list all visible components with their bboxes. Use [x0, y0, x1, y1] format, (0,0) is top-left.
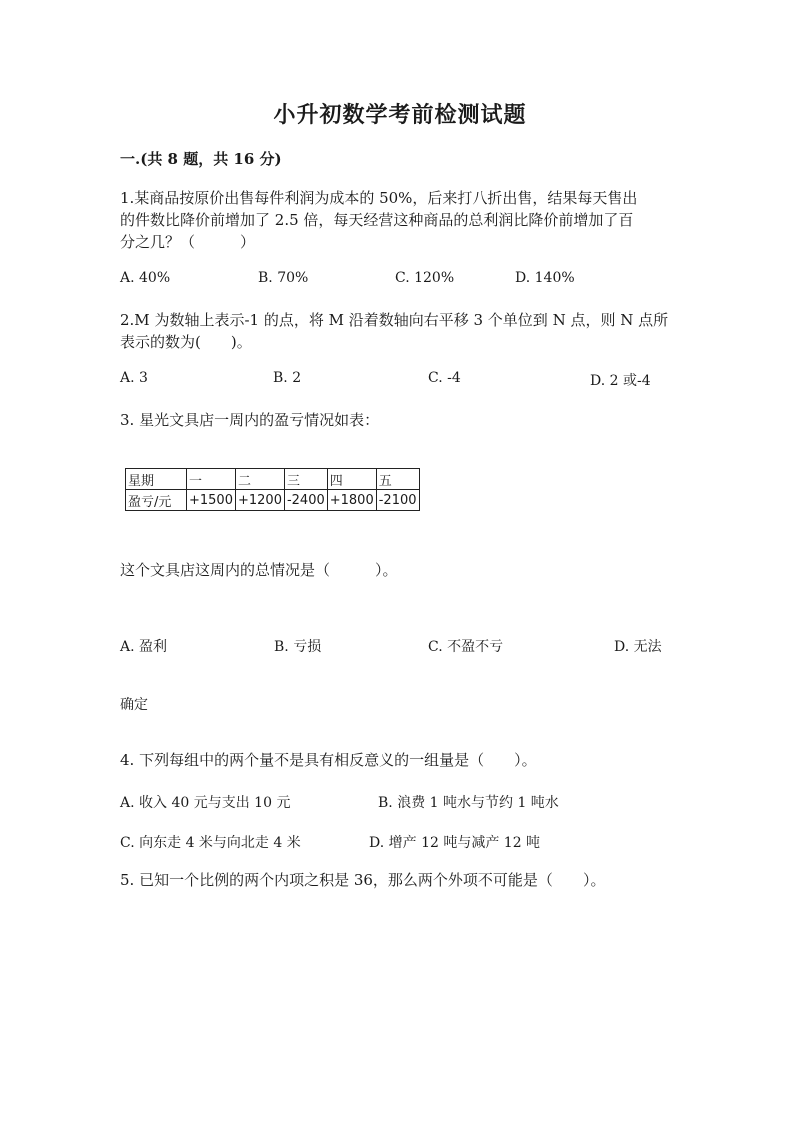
table-cell: 星期: [126, 469, 187, 490]
table-cell: 一: [187, 469, 236, 490]
question-3-option-d-continued: 确定: [120, 697, 148, 713]
question-1-line-3: 分之几？（ ）: [120, 233, 256, 251]
question-1-line-1: 1.某商品按原价出售每件利润为成本的 50%，后来打八折出售，结果每天售出: [120, 189, 638, 207]
table-cell: 五: [376, 469, 419, 490]
question-1-option-b: B. 70%: [258, 270, 309, 286]
question-3-question: 这个文具店这周内的总情况是（ ）。: [120, 561, 398, 579]
question-4-option-d: D. 增产 12 吨与减产 12 吨: [369, 835, 541, 851]
table-cell: +1500: [187, 490, 236, 511]
table-cell: -2100: [376, 490, 419, 511]
question-2-line-2: 表示的数为( )。: [120, 333, 252, 351]
page-title: 小升初数学考前检测试题: [273, 102, 527, 128]
question-3-text: 3. 星光文具店一周内的盈亏情况如表：: [120, 411, 380, 429]
table-row: [126, 490, 420, 511]
question-3-option-d: D. 无法: [614, 639, 662, 655]
question-2-line-1: 2.M 为数轴上表示-1 的点，将 M 沿着数轴向右平移 3 个单位到 N 点，则 N 点所: [120, 311, 669, 329]
question-3-option-a: A. 盈利: [120, 639, 168, 655]
table-cell: 三: [284, 469, 327, 490]
question-1-option-c: C. 120%: [395, 270, 455, 286]
question-1-option-a: A. 40%: [120, 270, 171, 286]
question-4-option-a: A. 收入 40 元与支出 10 元: [120, 795, 291, 811]
section-heading: 一.(共 8 题，共 16 分): [120, 150, 282, 168]
table-cell: 四: [327, 469, 376, 490]
question-4-text: 4. 下列每组中的两个量不是具有相反意义的一组量是（ ）。: [120, 751, 537, 769]
question-4-option-c: C. 向东走 4 米与向北走 4 米: [120, 835, 301, 851]
table-cell: +1200: [235, 490, 284, 511]
table-cell: 盈亏/元: [126, 490, 187, 511]
table-cell: -2400: [284, 490, 327, 511]
question-2-option-d: D. 2 或-4: [590, 373, 651, 389]
question-5-text: 5. 已知一个比例的两个内项之积是 36，那么两个外项不可能是（ ）。: [120, 871, 606, 889]
question-2-option-b: B. 2: [273, 370, 302, 386]
table-row: [126, 469, 420, 490]
question-4-option-b: B. 浪费 1 吨水与节约 1 吨水: [378, 795, 559, 811]
question-1-line-2: 的件数比降价前增加了 2.5 倍，每天经营这种商品的总利润比降价前增加了百: [120, 211, 634, 229]
question-2-option-a: A. 3: [120, 370, 148, 386]
question-1-option-d: D. 140%: [515, 270, 575, 286]
table-cell: 二: [235, 469, 284, 490]
profit-loss-table: [125, 468, 420, 511]
question-3-option-c: C. 不盈不亏: [428, 639, 504, 655]
question-3-option-b: B. 亏损: [274, 639, 322, 655]
table-cell: +1800: [327, 490, 376, 511]
question-2-option-c: C. -4: [428, 370, 461, 386]
